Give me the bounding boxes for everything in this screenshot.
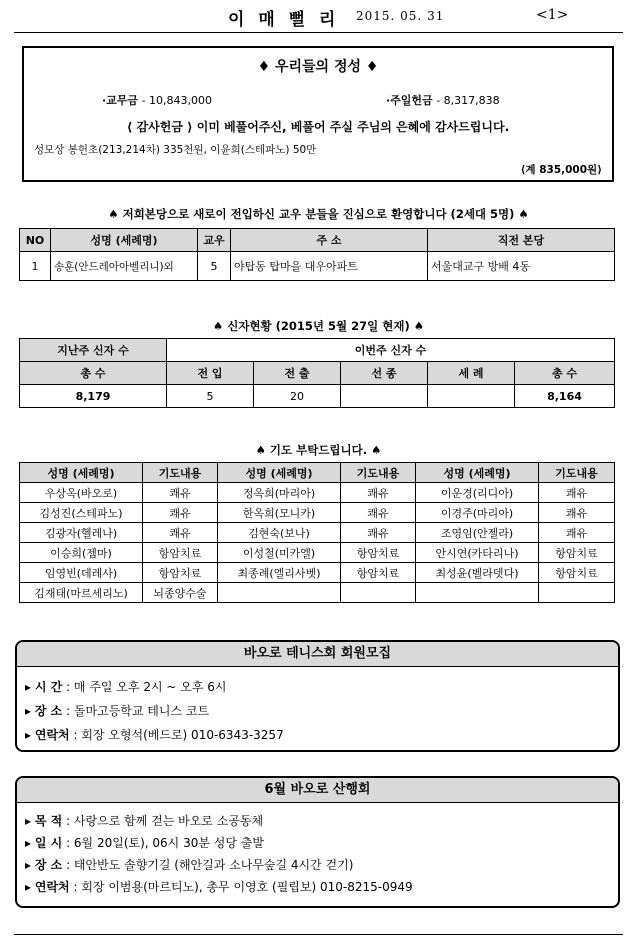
thanks-line: ⟨ 감사헌금 ⟩ 이미 베풀어주신, 베풀어 주실 주님의 은혜에 감사드립니다.	[126, 120, 510, 134]
table-cell: 항암치료	[539, 543, 615, 563]
table-row	[20, 543, 615, 563]
newcomers-title: ♠ 저희본당으로 새로이 전입하신 교우 분들을 진심으로 환영합니다 (2세대 5명) ♠	[108, 207, 529, 221]
table-cell: 조영임(안젤라)	[416, 523, 539, 543]
last-week-header: 지난주 신자 수	[20, 339, 167, 362]
table-cell: 쾌유	[143, 483, 218, 503]
table-row	[20, 583, 615, 603]
page-header	[0, 0, 637, 30]
col-header: 직전 본당	[428, 229, 615, 252]
table-cell: 이성철(미카엘)	[218, 543, 341, 563]
prayer-table	[19, 462, 615, 603]
tennis-panel	[15, 640, 620, 752]
table-cell: 서울대교구 방배 4동	[428, 252, 615, 281]
table-cell	[416, 583, 539, 603]
table-cell: 김재태(마르세리노)	[20, 583, 143, 603]
hiking-item	[25, 856, 353, 873]
table-cell: 이경주(마리아)	[416, 503, 539, 523]
table-cell: 5	[167, 385, 254, 408]
hiking-item-label: 일 시	[34, 836, 63, 850]
arrow-right-icon: ▸	[25, 680, 32, 694]
table-cell: 쾌유	[539, 523, 615, 543]
table-cell	[341, 583, 416, 603]
table-cell: 8,164	[515, 385, 615, 408]
table-cell: 임영빈(데레사)	[20, 563, 143, 583]
collection-label: ·교무금	[102, 94, 139, 107]
col-header: 전 출	[254, 362, 341, 385]
col-header: 선 종	[341, 362, 428, 385]
col-header: 총 수	[20, 362, 167, 385]
arrow-right-icon: ▸	[25, 814, 32, 828]
table-cell: 8,179	[20, 385, 167, 408]
table-cell: 5	[198, 252, 231, 281]
footer-rule	[14, 934, 623, 935]
table-cell: 김성진(스테파노)	[20, 503, 143, 523]
col-header: 성명 (세례명)	[20, 463, 143, 483]
collection-value: - 10,843,000	[141, 94, 213, 107]
table-cell	[218, 583, 341, 603]
tennis-item-label: 시 간	[34, 680, 63, 694]
newcomers-table	[19, 228, 615, 281]
table-row	[20, 503, 615, 523]
sunday-stat	[386, 92, 500, 108]
bulletin-title: 이 매 뻘 리	[228, 10, 340, 30]
hiking-item-label: 연락처	[34, 880, 70, 894]
prayer-title: ♠ 기도 부탁드립니다. ♠	[255, 443, 382, 457]
arrow-right-icon: ▸	[25, 836, 32, 850]
tennis-item-label: 연락처	[34, 728, 70, 742]
hiking-item-text: : 태안반도 솔향기길 (해안길과 소나무숲길 4시간 걷기)	[66, 858, 354, 872]
hiking-item-text: : 회장 이범용(마르티노), 총무 이영호 (필립보) 010-8215-0949	[73, 880, 413, 894]
offering-title: ♦ 우리들의 정성 ♦	[257, 59, 379, 75]
table-cell: 항암치료	[143, 563, 218, 583]
tennis-item-text: : 회장 오형석(베드로) 010-6343-3257	[73, 728, 284, 742]
table-row	[20, 252, 615, 281]
tennis-item-text: : 돌마고등학교 테니스 코트	[66, 704, 210, 718]
table-cell: 1	[20, 252, 51, 281]
table-subheader-row	[20, 362, 615, 385]
arrow-right-icon: ▸	[25, 880, 32, 894]
table-cell: 정옥희(마리아)	[218, 483, 341, 503]
table-cell: 최성윤(벨라뎃다)	[416, 563, 539, 583]
tennis-title: 바오로 테니스회 회원모집	[17, 642, 618, 667]
table-cell: 20	[254, 385, 341, 408]
col-header: 성명 (세례명)	[218, 463, 341, 483]
table-cell: 이운경(리디아)	[416, 483, 539, 503]
arrow-right-icon: ▸	[25, 728, 32, 742]
this-week-header: 이번주 신자 수	[167, 339, 615, 362]
table-header-row	[20, 339, 615, 362]
table-cell: 이승희(젬마)	[20, 543, 143, 563]
table-cell: 항암치료	[341, 563, 416, 583]
table-cell: 최종례(엘리사벳)	[218, 563, 341, 583]
col-header: 성명 (세례명)	[51, 229, 198, 252]
col-header: 성명 (세례명)	[416, 463, 539, 483]
table-cell: 항암치료	[143, 543, 218, 563]
hiking-item	[25, 878, 413, 895]
table-cell: 쾌유	[341, 483, 416, 503]
tennis-item	[25, 726, 284, 743]
table-header-row	[20, 229, 615, 252]
col-header: 기도내용	[341, 463, 416, 483]
col-header: 주 소	[231, 229, 428, 252]
header-rule	[14, 32, 623, 33]
bulletin-date: 2015. 05. 31	[356, 9, 445, 23]
hiking-panel	[15, 776, 620, 908]
table-cell: 우상옥(바오로)	[20, 483, 143, 503]
col-header: 전 입	[167, 362, 254, 385]
table-cell	[341, 385, 428, 408]
table-cell: 야탑동 탑마을 대우아파트	[231, 252, 428, 281]
hiking-item	[25, 834, 264, 851]
sunday-value: - 8,317,838	[436, 94, 500, 107]
col-header: NO	[20, 229, 51, 252]
col-header: 기도내용	[143, 463, 218, 483]
table-cell: 항암치료	[341, 543, 416, 563]
col-header: 교우	[198, 229, 231, 252]
arrow-right-icon: ▸	[25, 704, 32, 718]
table-cell: 김광자(헬레나)	[20, 523, 143, 543]
hiking-item-text: : 사랑으로 함께 걷는 바오로 소공동체	[66, 814, 264, 828]
table-cell: 쾌유	[539, 483, 615, 503]
hiking-item-label: 장 소	[34, 858, 63, 872]
tennis-item-label: 장 소	[34, 704, 63, 718]
col-header: 총 수	[515, 362, 615, 385]
table-cell: 뇌종양수술	[143, 583, 218, 603]
offering-total: ⟨계 835,000원⟩	[520, 164, 602, 176]
table-cell: 항암치료	[539, 563, 615, 583]
table-cell: 쾌유	[341, 523, 416, 543]
table-cell	[539, 583, 615, 603]
table-row	[20, 385, 615, 408]
table-cell: 쾌유	[341, 503, 416, 523]
offering-box	[22, 46, 614, 182]
table-row	[20, 483, 615, 503]
col-header: 기도내용	[539, 463, 615, 483]
table-cell: 김현숙(보나)	[218, 523, 341, 543]
hiking-item-text: : 6월 20일(토), 06시 30분 성당 출발	[66, 836, 264, 850]
table-cell: 쾌유	[143, 503, 218, 523]
hiking-item	[25, 812, 263, 829]
table-row	[20, 563, 615, 583]
hiking-item-label: 목 적	[34, 814, 63, 828]
tennis-item	[25, 678, 226, 695]
table-cell: 안시연(카타리나)	[416, 543, 539, 563]
collection-stat	[102, 92, 212, 108]
donors-line: 성모상 봉헌초(213,214차) 335천원, 이윤희(스테파노) 50만	[34, 144, 317, 156]
arrow-right-icon: ▸	[25, 858, 32, 872]
table-cell: 쾌유	[539, 503, 615, 523]
believers-table	[19, 338, 615, 408]
table-cell: 송훈(안드레아아벨리니)외	[51, 252, 198, 281]
table-header-row	[20, 463, 615, 483]
hiking-title: 6월 바오로 산행회	[17, 778, 618, 803]
tennis-item	[25, 702, 209, 719]
sunday-label: ·주일헌금	[386, 94, 433, 107]
table-cell: 쾌유	[143, 523, 218, 543]
tennis-item-text: : 매 주일 오후 2시 ~ 오후 6시	[66, 680, 227, 694]
table-row	[20, 523, 615, 543]
believers-title: ♠ 신자현황 (2015년 5월 27일 현재) ♠	[212, 319, 425, 333]
page-number: <1>	[536, 7, 569, 23]
table-cell	[428, 385, 515, 408]
table-cell: 한옥희(모니카)	[218, 503, 341, 523]
col-header: 세 례	[428, 362, 515, 385]
